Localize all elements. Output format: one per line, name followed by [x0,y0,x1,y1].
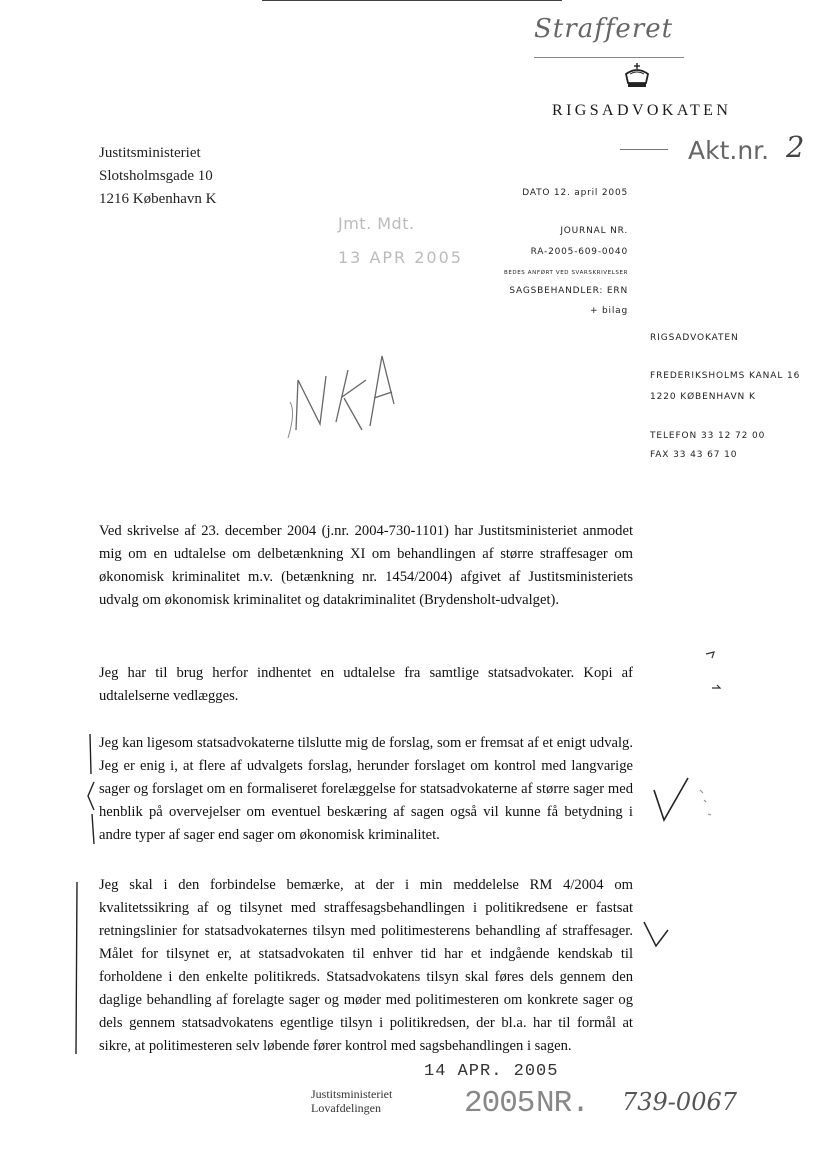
top-edge-line [262,0,562,1]
sender-fax: FAX 33 43 67 10 [650,450,738,460]
file-nr-stamp: NR. [536,1086,589,1121]
file-number-handwritten: 739-0067 [622,1088,737,1116]
body-paragraph-2: Jeg har til brug herfor indhentet en udtalelse fra samtlige statsadvokater. Kopi af udtalelserne vedlægges. [99,665,633,704]
body-paragraph-4: Jeg skal i den forbindelse bemærke, at der i min meddelelse RM 4/2004 om kvalitetssikring af og tilsynet med straffesagsbehandlingen i politikredsene er fastsat retningslinier for statsadvokaternes tilsyn med politimesterens behandling af straffesager. Målet for tilsynet er, at statsadvokaten til enhver tid har et indgående kendskab til forholdene i den enkelte politikreds. Statsadvokatens tilsyn skal føres dels gennem den daglige behandling af forelagte sager og møder med politimesteren om konkrete sager og dels gennem statsadvokatens egentlige tilsyn i politikredsen, der bl.a. har til formål at sikre, at politimesteren selv løbende fører kontrol med sagsbehandlingen i sagen. [99,877,633,1054]
akt-number: 2 [786,130,805,164]
journal-label: JOURNAL NR. [560,226,628,236]
department-line-2: Lovafdelingen [311,1101,381,1115]
case-officer: SAGSBEHANDLER: ERN [509,286,628,296]
sender-address-1: FREDERIKSHOLMS KANAL 16 [650,371,801,381]
recipient-line-3: 1216 København K [99,191,217,207]
signature-underline [534,57,684,58]
organization-name: RIGSADVOKATEN [552,102,732,119]
sender-name: RIGSADVOKATEN [650,333,739,343]
department-stamp [311,1087,392,1115]
journal-number: RA-2005-609-0040 [530,247,628,257]
reference-note: BEDES ANFØRT VED SVARSKRIVELSER [503,270,628,276]
sender-phone: TELEFON 33 12 72 00 [650,431,766,441]
sender-address-2: 1220 KØBENHAVN K [650,392,756,402]
margin-bracket-left [84,732,100,848]
crown-icon [622,62,652,92]
margin-checkmark-1 [648,770,718,830]
handwritten-initials [286,352,406,442]
attachment-note: + bilag [590,306,628,316]
recipient-line-2: Slotsholmsgade 10 [99,168,213,184]
received-stamp-label: Jmt. Mdt. [338,214,415,233]
margin-specks [700,642,730,702]
recipient-line-1: Justitsministeriet [99,145,201,161]
akt-dash-line [620,149,668,150]
letter-date: DATO 12. april 2005 [522,188,628,198]
department-line-1: Justitsministeriet [311,1087,393,1101]
body-paragraph-3: Jeg kan ligesom statsadvokaterne tilslutte mig de forslag, som er fremsat af et enigt udvalg. Jeg er enig i, at flere af udvalgets forslag, herunder forslaget om kontrol med langvarige sager og forslaget om en formaliseret forelæggelse for statsadvokaterne af større sager med henblik på overvejelser om eventuel beskæring af sagen også vil kunne få betydning i andre typer af sager end sager om økonomisk kriminalitet. [99,735,633,843]
margin-checkmark-2 [642,916,672,952]
file-year-stamp: 2005 [464,1086,535,1121]
akt-label: Akt.nr. [688,136,770,165]
received-stamp-date: 13 APR 2005 [338,248,463,267]
body-paragraph-1: Ved skrivelse af 23. december 2004 (j.nr. 2004-730-1101) har Justitsministeriet anmodet mig om en udtalelse om delbetænkning XI om behandlingen af større straffesager om økonomisk kriminalitet m.v. (betænkning nr. 1454/2004) afgivet af Justitsministeriets udvalg om økonomisk kriminalitet og datakriminalitet (Brydensholt-udvalget). [99,523,633,608]
handwritten-signature: Strafferet [534,14,674,44]
margin-line-left [72,880,82,1056]
received-date-stamp: 14 APR. 2005 [424,1062,559,1081]
